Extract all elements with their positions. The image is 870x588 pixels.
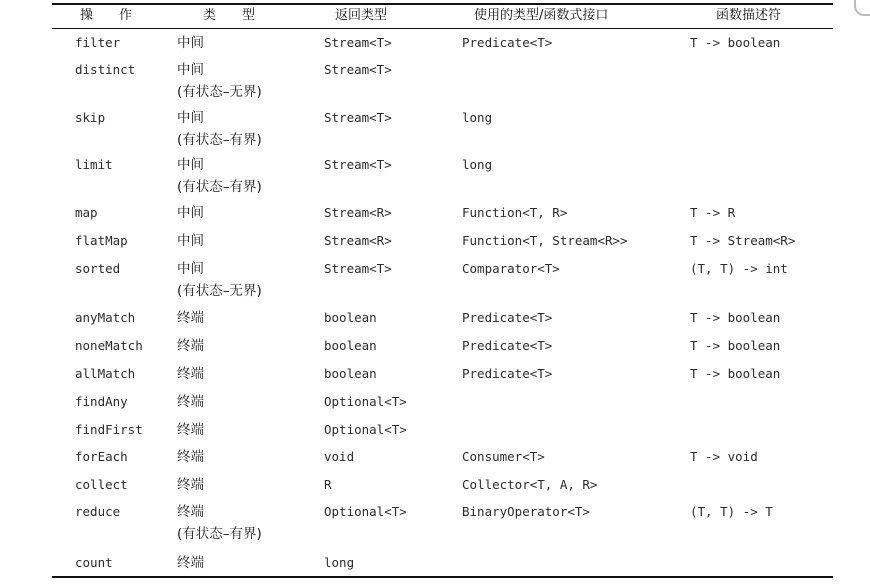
operation-type bbox=[177, 154, 262, 198]
return-type: Stream<T> bbox=[324, 261, 392, 276]
operation-type bbox=[177, 501, 262, 545]
operation-type-state: (有状态–无界) bbox=[177, 283, 262, 299]
operation-name: collect bbox=[75, 477, 128, 492]
header-return-type: 返回类型 bbox=[335, 8, 388, 23]
return-type: Stream<T> bbox=[324, 157, 392, 172]
operation-name: forEach bbox=[75, 449, 128, 464]
operation-type bbox=[177, 391, 204, 413]
functional-interface: Function<T, R> bbox=[462, 205, 568, 220]
operation-name: flatMap bbox=[75, 233, 128, 248]
operation-type-main: 中间 bbox=[177, 110, 204, 126]
operation-type-main: 终端 bbox=[177, 555, 204, 571]
functional-interface: Predicate<T> bbox=[462, 35, 553, 50]
operation-type-main: 终端 bbox=[177, 449, 204, 465]
operation-type-main: 终端 bbox=[177, 338, 204, 354]
functional-interface: Function<T, Stream<R>> bbox=[462, 233, 628, 248]
header-operation: 操 作 bbox=[80, 8, 133, 23]
function-descriptor: (T, T) -> int bbox=[690, 261, 788, 276]
functional-interface: Comparator<T> bbox=[462, 261, 560, 276]
function-descriptor: T -> boolean bbox=[690, 338, 781, 353]
operation-name: map bbox=[75, 205, 98, 220]
operation-type-main: 中间 bbox=[177, 157, 204, 173]
return-type: Optional<T> bbox=[324, 394, 407, 409]
operation-type-main: 终端 bbox=[177, 477, 204, 493]
operation-type bbox=[177, 552, 204, 574]
return-type: long bbox=[324, 555, 355, 570]
return-type: boolean bbox=[324, 366, 377, 381]
function-descriptor: T -> boolean bbox=[690, 310, 781, 325]
functional-interface: Predicate<T> bbox=[462, 338, 553, 353]
function-descriptor: (T, T) -> T bbox=[690, 504, 773, 519]
operation-type-state: (有状态–有界) bbox=[177, 179, 262, 195]
operation-name: limit bbox=[75, 157, 113, 172]
return-type: R bbox=[324, 477, 332, 492]
operation-type bbox=[177, 446, 204, 468]
header-descriptor: 函数描述符 bbox=[716, 8, 782, 23]
operation-type-state: (有状态–无界) bbox=[177, 84, 262, 100]
return-type: boolean bbox=[324, 338, 377, 353]
header-type: 类 型 bbox=[203, 8, 256, 23]
operation-name: allMatch bbox=[75, 366, 136, 381]
operation-type-main: 终端 bbox=[177, 422, 204, 438]
operation-name: noneMatch bbox=[75, 338, 143, 353]
operation-type-main: 终端 bbox=[177, 504, 204, 520]
operation-type bbox=[177, 307, 204, 329]
return-type: boolean bbox=[324, 310, 377, 325]
table-bottom-rule bbox=[52, 576, 833, 578]
functional-interface: Predicate<T> bbox=[462, 366, 553, 381]
functional-interface: long bbox=[462, 110, 493, 125]
function-descriptor: T -> boolean bbox=[690, 366, 781, 381]
operation-type-main: 中间 bbox=[177, 233, 204, 249]
operation-name: findFirst bbox=[75, 422, 143, 437]
operation-name: anyMatch bbox=[75, 310, 136, 325]
operation-type-main: 中间 bbox=[177, 35, 204, 51]
operation-type bbox=[177, 230, 204, 252]
functional-interface: Predicate<T> bbox=[462, 310, 553, 325]
table-top-rule bbox=[52, 3, 833, 5]
operation-type-main: 中间 bbox=[177, 205, 204, 221]
function-descriptor: T -> R bbox=[690, 205, 736, 220]
operation-type bbox=[177, 59, 262, 103]
operation-type-main: 中间 bbox=[177, 62, 204, 78]
operation-type-main: 终端 bbox=[177, 366, 204, 382]
operation-name: skip bbox=[75, 110, 106, 125]
operation-name: findAny bbox=[75, 394, 128, 409]
operation-type bbox=[177, 363, 204, 385]
return-type: Stream<T> bbox=[324, 110, 392, 125]
operation-type bbox=[177, 107, 262, 151]
operation-type-state: (有状态–有界) bbox=[177, 132, 262, 148]
operation-name: filter bbox=[75, 35, 121, 50]
functional-interface: long bbox=[462, 157, 493, 172]
function-descriptor: T -> Stream<R> bbox=[690, 233, 796, 248]
operation-name: count bbox=[75, 555, 113, 570]
operation-type bbox=[177, 474, 204, 496]
return-type: Optional<T> bbox=[324, 504, 407, 519]
return-type: Stream<T> bbox=[324, 35, 392, 50]
header-bottom-rule bbox=[52, 28, 833, 29]
return-type: Optional<T> bbox=[324, 422, 407, 437]
operation-type bbox=[177, 335, 204, 357]
functional-interface: Consumer<T> bbox=[462, 449, 545, 464]
operation-type bbox=[177, 202, 204, 224]
return-type: void bbox=[324, 449, 355, 464]
functional-interface: BinaryOperator<T> bbox=[462, 504, 590, 519]
function-descriptor: T -> void bbox=[690, 449, 758, 464]
return-type: Stream<R> bbox=[324, 205, 392, 220]
page-corner-curl bbox=[854, 0, 870, 16]
operation-type bbox=[177, 258, 262, 302]
operation-type-main: 中间 bbox=[177, 261, 204, 277]
operation-type-main: 终端 bbox=[177, 310, 204, 326]
operation-type bbox=[177, 419, 204, 441]
function-descriptor: T -> boolean bbox=[690, 35, 781, 50]
functional-interface: Collector<T, A, R> bbox=[462, 477, 598, 492]
operation-name: reduce bbox=[75, 504, 121, 519]
operation-name: sorted bbox=[75, 261, 121, 276]
operation-type bbox=[177, 32, 204, 54]
operation-type-main: 终端 bbox=[177, 394, 204, 410]
operation-name: distinct bbox=[75, 62, 136, 77]
header-functional-interface: 使用的类型/函数式接口 bbox=[474, 8, 609, 23]
return-type: Stream<T> bbox=[324, 62, 392, 77]
operation-type-state: (有状态–有界) bbox=[177, 526, 262, 542]
return-type: Stream<R> bbox=[324, 233, 392, 248]
